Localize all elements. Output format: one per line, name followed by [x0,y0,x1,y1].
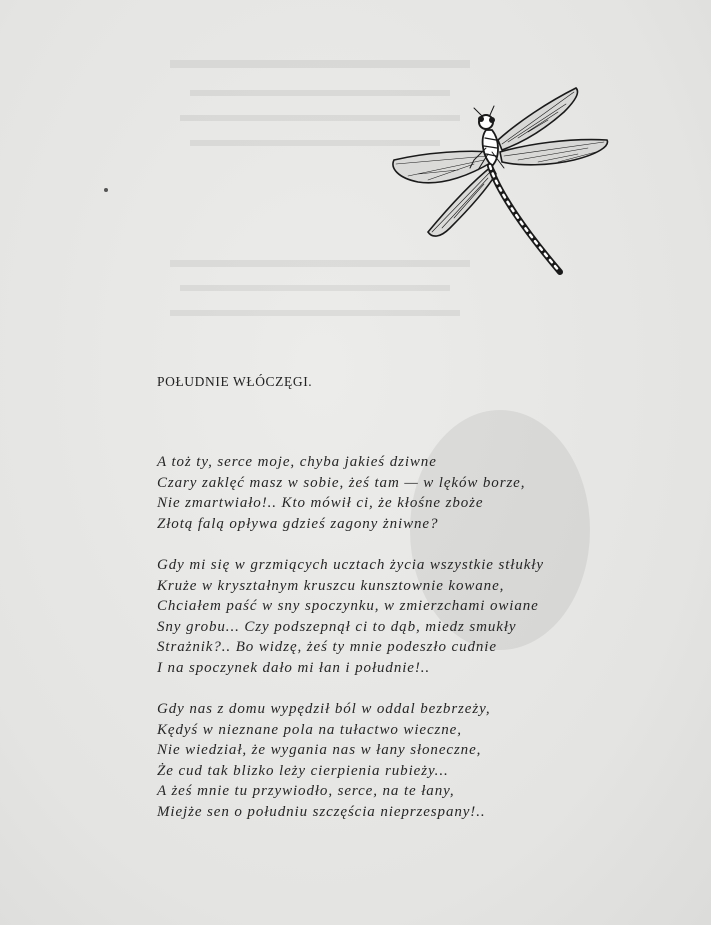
poem-line: Czary zaklęć masz w sobie, żeś tam — w lęków borze, [157,474,526,491]
poem-body [157,452,607,843]
poem-line: Że cud tak blizko leży cierpienia rubieży... [157,762,449,779]
stanza [157,555,607,678]
poem-line: A żeś mnie tu przywiodło, serce, na te łany, [157,783,455,799]
stanza [157,699,607,822]
poem-line: Nie zmartwiało!.. Kto mówił ci, że kłośne zboże [157,495,484,511]
poem-line: A toż ty, serce moje, chyba jakieś dziwne [157,454,437,470]
poem-line: Kruże w kryształnym kruszcu kunsztownie kowane, [157,577,505,594]
dragonfly-icon [388,82,613,277]
poem-line: Kędyś w nieznane pola na tułactwo wieczne, [157,721,462,738]
poem-line: Chciałem paść w sny spoczynku, w zmierzchami owiane [157,598,539,614]
poem-line: Strażnik?.. Bo widzę, żeś ty mnie podeszło cudnie [157,639,497,655]
stanza [157,452,607,534]
poem-line: Miejże sen o południu szczęścia nieprzespany!.. [157,803,486,820]
poem-line: Gdy nas z domu wypędził ból w oddal bezbrzeży, [157,701,491,717]
ink-speck [104,188,108,192]
poem-line: Gdy mi się w grzmiących ucztach życia wszystkie stłukły [157,557,544,573]
poem-line: Złotą falą opływa gdzieś zagony żniwne? [157,515,439,532]
poem-line: I na spoczynek dało mi łan i południe!.. [157,659,431,676]
poem-line: Sny grobu... Czy podszepnął ci to dąb, miedz smukły [157,618,517,635]
poem-title: POŁUDNIE WŁÓCZĘGI. [157,374,313,389]
poem-line: Nie wiedział, że wygania nas w łany słoneczne, [157,742,482,758]
